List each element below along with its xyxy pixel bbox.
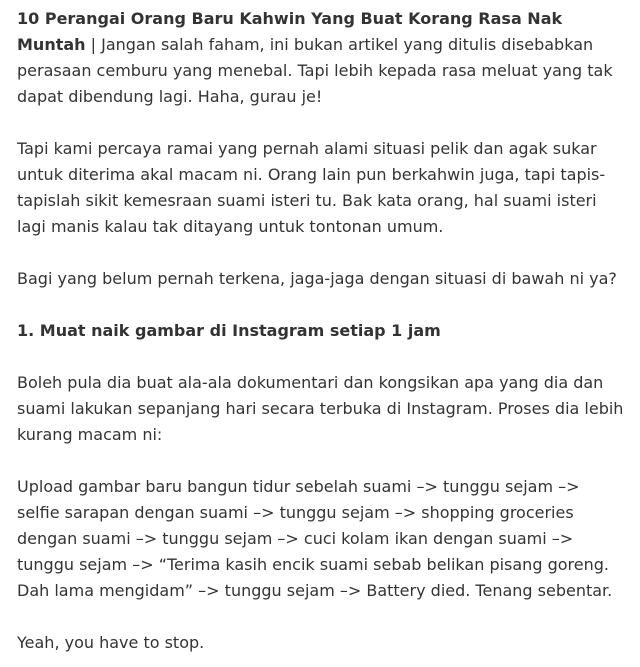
paragraph-spacer bbox=[17, 448, 624, 474]
section-heading-1: 1. Muat naik gambar di Instagram setiap 1 jam bbox=[17, 321, 441, 340]
paragraph-spacer bbox=[17, 240, 624, 266]
paragraph-spacer bbox=[17, 604, 624, 630]
paragraph-spacer bbox=[17, 344, 624, 370]
paragraph-2: Tapi kami percaya ramai yang pernah alami situasi pelik dan agak sukar untuk diterima akal macam ni. Orang lain pun berkahwin juga, tapi tapis-tapislah sikit kemesraan suami isteri tu. Bak kata orang, hal suami isteri lagi manis kalau tak ditayang untuk tontonan umum. bbox=[17, 139, 606, 236]
paragraph-5: Upload gambar baru bangun tidur sebelah suami –> tunggu sejam –> selfie sarapan dengan suami –> tunggu sejam –> shopping groceries dengan suami –> tunggu sejam –> cuci kolam ikan dengan suami –> tunggu sejam –> “Terima kasih encik suami sebab belikan pisang goreng. Dah lama mengidam” –> tunggu sejam –> Battery died. Tenang sebentar. bbox=[17, 477, 613, 600]
paragraph-3: Bagi yang belum pernah terkena, jaga-jaga dengan situasi di bawah ni ya? bbox=[17, 269, 617, 288]
paragraph-6: Yeah, you have to stop. bbox=[17, 633, 205, 652]
paragraph-spacer bbox=[17, 110, 624, 136]
paragraph-4: Boleh pula dia buat ala-ala dokumentari dan kongsikan apa yang dia dan suami lakukan sepanjang hari secara terbuka di Instagram. Proses dia lebih kurang macam ni: bbox=[17, 373, 624, 444]
intro-paragraph bbox=[17, 0, 624, 110]
article-title: 10 Perangai Orang Baru Kahwin Yang Buat Korang Rasa Nak Muntah bbox=[17, 9, 563, 54]
intro-text: | Jangan salah faham, ini bukan artikel yang ditulis disebabkan perasaan cemburu yang menebal. Tapi lebih kepada rasa meluat yang tak dapat dibendung lagi. Haha, gurau je! bbox=[17, 35, 613, 106]
paragraph-spacer bbox=[17, 292, 624, 318]
